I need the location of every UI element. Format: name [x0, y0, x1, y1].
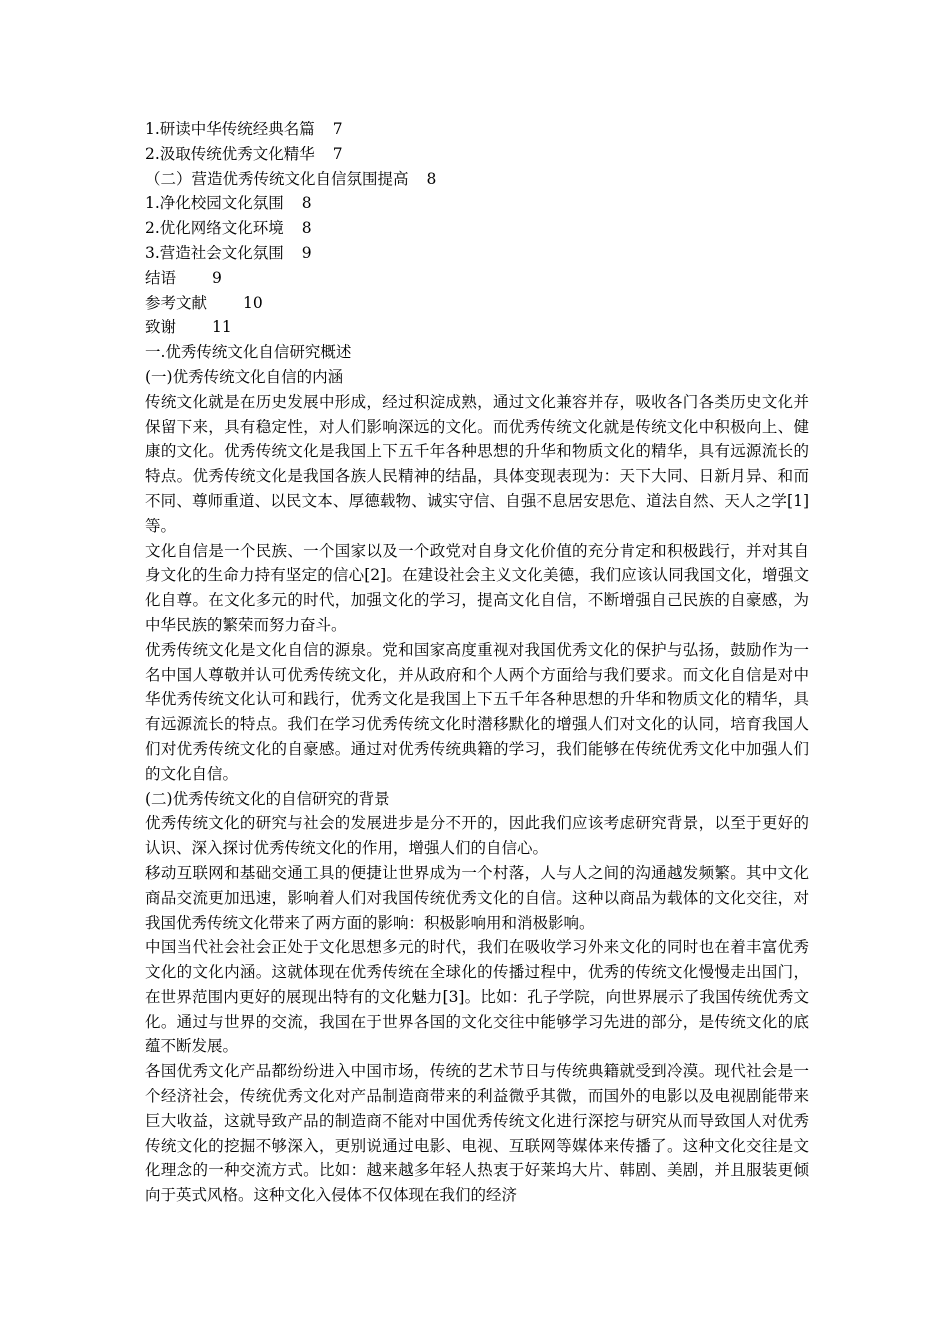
document-body: [145, 117, 809, 1208]
toc-entry-text: （二）营造优秀传统文化自信氛围提高: [145, 169, 409, 188]
paragraph: 中国当代社会社会正处于文化思想多元的时代，我们在吸收学习外来文化的同时也在着丰富优秀文化的文化内涵。这就体现在优秀传统在全球化的传播过程中，优秀的传统文化慢慢走出国门，在世界范围内更好的展现出特有的文化魅力[3]。比如：孔子学院，向世界展示了我国传统优秀文化。通过与世界的交流，我国在于世界各国的文化交往中能够学习先进的部分，是传统文化的底蕴不断发展。: [145, 938, 809, 1056]
paragraph: 优秀传统文化的研究与社会的发展进步是分不开的，因此我们应该考虑研究背景，以至于更好的认识、深入探讨优秀传统文化的作用，增强人们的自信心。: [145, 814, 809, 858]
paragraph: 优秀传统文化是文化自信的源泉。党和国家高度重视对我国优秀文化的保护与弘扬，鼓励作为一名中国人尊敬并认可优秀传统文化，并从政府和个人两个方面给与我们要求。而文化自信是对中华优秀传统文化认可和践行，优秀文化是我国上下五千年各种思想的升华和物质文化的精华，具有远源流长的特点。我们在学习优秀传统文化时潜移默化的增强人们对文化的认同，培育我国人们对优秀传统文化的自豪感。通过对优秀传统典籍的学习，我们能够在传统优秀文化中加强人们的文化自信。: [145, 640, 809, 783]
toc-entry-page: 8: [301, 219, 312, 238]
toc-entry: [145, 191, 809, 216]
toc-entry-text: 结语: [145, 268, 177, 287]
toc-entry-page: 8: [426, 169, 437, 188]
toc-entry-text: 3.营造社会文化氛围: [145, 243, 284, 262]
subsection-heading: (二)优秀传统文化的自信研究的背景: [145, 789, 390, 808]
toc-entry: [145, 117, 809, 142]
toc-entry-page: 7: [332, 120, 343, 138]
toc-entry-text: 2.优化网络文化环境: [145, 219, 284, 238]
section-heading: 一.优秀传统文化自信研究概述: [145, 343, 352, 362]
toc-entry: [145, 167, 809, 192]
toc-entry: [145, 142, 809, 167]
toc-entry-text: 参考文献: [145, 293, 208, 312]
toc-entry-page: 9: [301, 243, 312, 262]
paragraph: 各国优秀文化产品都纷纷进入中国市场，传统的艺术节日与传统典籍就受到冷漠。现代社会是一个经济社会，传统优秀文化对产品制造商带来的利益微乎其微，而国外的电影以及电视剧能带来巨大收益，这就导致产品的制造商不能对中国优秀传统文化进行深挖与研究从而导致国人对优秀传统文化的挖掘不够深入，更别说通过电影、电视、互联网等媒体来传播了。这种文化交往是文化理念的一种交流方式。比如：越来越多年轻人热衷于好莱坞大片、韩剧、美剧，并且服装更倾向于英式风格。这种文化入侵体不仅体现在我们的经济: [145, 1062, 809, 1205]
paragraph: 文化自信是一个民族、一个国家以及一个政党对自身文化价值的充分肯定和积极践行，并对其自身文化的生命力持有坚定的信心[2]。在建设社会主义文化美德，我们应该认同我国文化，增强文化自尊。在文化多元的时代，加强文化的学习，提高文化自信，不断增强自己民族的自豪感，为中华民族的繁荣而努力奋斗。: [145, 541, 809, 634]
table-of-contents: [145, 117, 809, 340]
subsection-heading: (一)优秀传统文化自信的内涵: [145, 367, 344, 386]
toc-entry-page: 11: [212, 318, 232, 337]
toc-entry-page: 7: [332, 144, 343, 163]
toc-entry-text: 致谢: [145, 318, 177, 337]
toc-entry: [145, 315, 809, 340]
toc-entry-page: 8: [301, 194, 312, 213]
toc-entry: [145, 266, 809, 291]
toc-entry-text: 1.研读中华传统经典名篇: [145, 120, 315, 138]
toc-entry-text: 2.汲取传统优秀文化精华: [145, 144, 315, 163]
toc-entry-page: 10: [243, 293, 263, 312]
paragraph: 移动互联网和基础交通工具的便捷让世界成为一个村落，人与人之间的沟通越发频繁。其中文化商品交流更加迅速，影响着人们对我国传统优秀文化的自信。这种以商品为载体的文化交往，对我国优秀传统文化带来了两方面的影响：积极影响用和消极影响。: [145, 863, 809, 932]
toc-entry-text: 1.净化校园文化氛围: [145, 194, 284, 213]
toc-entry-page: 9: [212, 268, 222, 287]
toc-entry: [145, 291, 809, 316]
paragraph: 传统文化就是在历史发展中形成，经过积淀成熟，通过文化兼容并存，吸收各门各类历史文化并保留下来，具有稳定性，对人们影响深远的文化。而优秀传统文化就是传统文化中积极向上、健康的文化。优秀传统文化是我国上下五千年各种思想的升华和物质文化的精华，具有远源流长的特点。优秀传统文化是我国各族人民精神的结晶，具体变现表现为：天下大同、日新月异、和而不同、尊师重道、以民文本、厚德载物、诚实守信、自强不息居安思危、道法自然、天人之学[1]等。: [145, 392, 809, 535]
toc-entry: [145, 241, 809, 266]
toc-entry: [145, 216, 809, 241]
